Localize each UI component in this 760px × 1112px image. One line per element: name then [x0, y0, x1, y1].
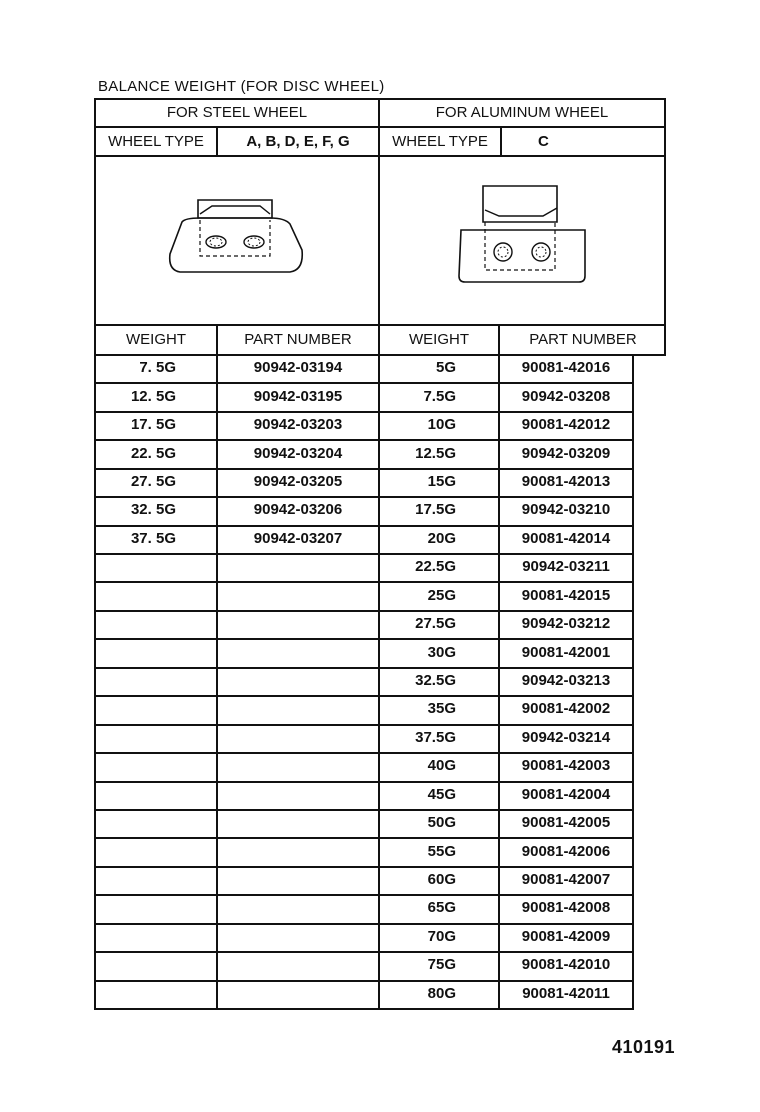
steel-part-number-cell: 90942-03203 — [253, 416, 343, 433]
row-divider — [94, 781, 634, 783]
aluminum-weight-cell: 17.5G — [415, 501, 456, 518]
aluminum-part-number-cell: 90081-42009 — [521, 928, 611, 945]
aluminum-weight-cell: 27.5G — [415, 615, 456, 632]
row-divider — [94, 923, 634, 925]
aluminum-part-number-cell: 90081-42010 — [521, 956, 611, 973]
aluminum-weight-cell: 22.5G — [415, 558, 456, 575]
aluminum-weight-cell: 55G — [427, 843, 456, 860]
steel-part-number-cell: 90942-03206 — [253, 501, 343, 518]
aluminum-weight-cell: 5G — [435, 359, 456, 376]
aluminum-part-number-cell: 90081-42005 — [521, 814, 611, 831]
aluminum-wheel-heading: FOR ALUMINUM WHEEL — [435, 104, 609, 121]
aluminum-part-number-cell: 90081-42003 — [521, 757, 611, 774]
aluminum-part-number-cell: 90081-42007 — [521, 871, 611, 888]
row-divider — [94, 496, 634, 498]
aluminum-part-number-cell: 90081-42006 — [521, 843, 611, 860]
steel-part-number-cell: 90942-03207 — [253, 530, 343, 547]
row-divider — [94, 667, 634, 669]
aluminum-weight-cell: 75G — [427, 956, 456, 973]
aluminum-weight-cell: 20G — [427, 530, 456, 547]
aluminum-weight-cell: 10G — [427, 416, 456, 433]
row-divider — [94, 411, 634, 413]
aluminum-part-number-cell: 90942-03211 — [522, 558, 610, 575]
aluminum-weight-cell: 70G — [427, 928, 456, 945]
aluminum-weight-cell: 35G — [427, 700, 456, 717]
row-divider — [94, 468, 634, 470]
aluminum-part-number-cell: 90081-42004 — [521, 786, 611, 803]
row-divider — [94, 837, 634, 839]
aluminum-weight-cell: 32.5G — [415, 672, 456, 689]
row-divider — [94, 525, 634, 527]
aluminum-part-number-cell: 90942-03209 — [521, 445, 611, 462]
steel-part-number-cell: 90942-03205 — [253, 473, 343, 490]
aluminum-weight-cell: 37.5G — [415, 729, 456, 746]
aluminum-part-number-cell: 90942-03214 — [521, 729, 611, 746]
steel-wheel-type-value: A, B, D, E, F, G — [246, 133, 350, 150]
aluminum-part-number-cell: 90081-42008 — [521, 899, 611, 916]
row-divider — [94, 980, 634, 982]
steel-part-number-cell: 90942-03204 — [253, 445, 343, 462]
steel-weight-header: WEIGHT — [126, 331, 186, 348]
aluminum-weight-cell: 30G — [427, 644, 456, 661]
steel-part-number-cell: 90942-03194 — [253, 359, 343, 376]
aluminum-part-number-cell: 90081-42001 — [521, 644, 611, 661]
aluminum-weight-cell: 60G — [427, 871, 456, 888]
row-divider — [94, 610, 634, 612]
steel-part-header: PART NUMBER — [244, 331, 352, 348]
aluminum-part-number-cell: 90081-42016 — [521, 359, 611, 376]
aluminum-weight-cell: 40G — [427, 757, 456, 774]
steel-weight-cell: 17. 5G — [130, 416, 176, 433]
document-id: 410191 — [612, 1037, 676, 1057]
row-divider — [94, 439, 634, 441]
aluminum-weight-cell: 25G — [427, 587, 456, 604]
row-divider — [94, 382, 634, 384]
steel-weight-cell: 32. 5G — [130, 501, 176, 518]
steel-weight-cell: 7. 5G — [139, 359, 176, 376]
steel-weight-diagram — [160, 190, 310, 280]
row-divider — [94, 809, 634, 811]
aluminum-weight-cell: 12.5G — [415, 445, 456, 462]
aluminum-wheel-type-label: WHEEL TYPE — [392, 133, 488, 150]
aluminum-weight-cell: 15G — [427, 473, 456, 490]
row-divider — [94, 951, 634, 953]
aluminum-part-number-cell: 90081-42011 — [522, 985, 610, 1002]
aluminum-part-number-cell: 90081-42015 — [521, 587, 611, 604]
row-divider — [94, 866, 634, 868]
steel-wheel-type-label: WHEEL TYPE — [108, 133, 204, 150]
row-divider — [94, 894, 634, 896]
aluminum-weight-header: WEIGHT — [409, 331, 469, 348]
steel-wheel-heading: FOR STEEL WHEEL — [166, 104, 308, 121]
aluminum-part-number-cell: 90081-42012 — [521, 416, 611, 433]
aluminum-part-number-cell: 90942-03213 — [521, 672, 611, 689]
aluminum-wheel-type-value: C — [538, 133, 549, 150]
aluminum-part-header: PART NUMBER — [529, 331, 637, 348]
aluminum-part-number-cell: 90081-42013 — [521, 473, 611, 490]
row-divider — [94, 553, 634, 555]
steel-weight-cell: 12. 5G — [130, 388, 176, 405]
steel-weight-cell: 27. 5G — [130, 473, 176, 490]
row-divider — [94, 695, 634, 697]
row-divider — [94, 581, 634, 583]
aluminum-part-number-cell: 90942-03208 — [521, 388, 611, 405]
steel-weight-cell: 22. 5G — [130, 445, 176, 462]
row-divider — [94, 638, 634, 640]
aluminum-weight-cell: 80G — [427, 985, 456, 1002]
steel-part-number-cell: 90942-03195 — [253, 388, 343, 405]
aluminum-part-number-cell: 90081-42002 — [521, 700, 611, 717]
aluminum-part-number-cell: 90942-03210 — [521, 501, 611, 518]
page-title: BALANCE WEIGHT (FOR DISC WHEEL) — [98, 78, 385, 95]
aluminum-weight-diagram — [455, 180, 595, 290]
aluminum-weight-cell: 50G — [427, 814, 456, 831]
row-divider — [94, 724, 634, 726]
aluminum-weight-cell: 65G — [427, 899, 456, 916]
aluminum-part-number-cell: 90081-42014 — [521, 530, 611, 547]
aluminum-part-number-cell: 90942-03212 — [521, 615, 611, 632]
steel-weight-cell: 37. 5G — [130, 530, 176, 547]
aluminum-weight-cell: 7.5G — [423, 388, 456, 405]
aluminum-weight-cell: 45G — [427, 786, 456, 803]
row-divider — [94, 752, 634, 754]
